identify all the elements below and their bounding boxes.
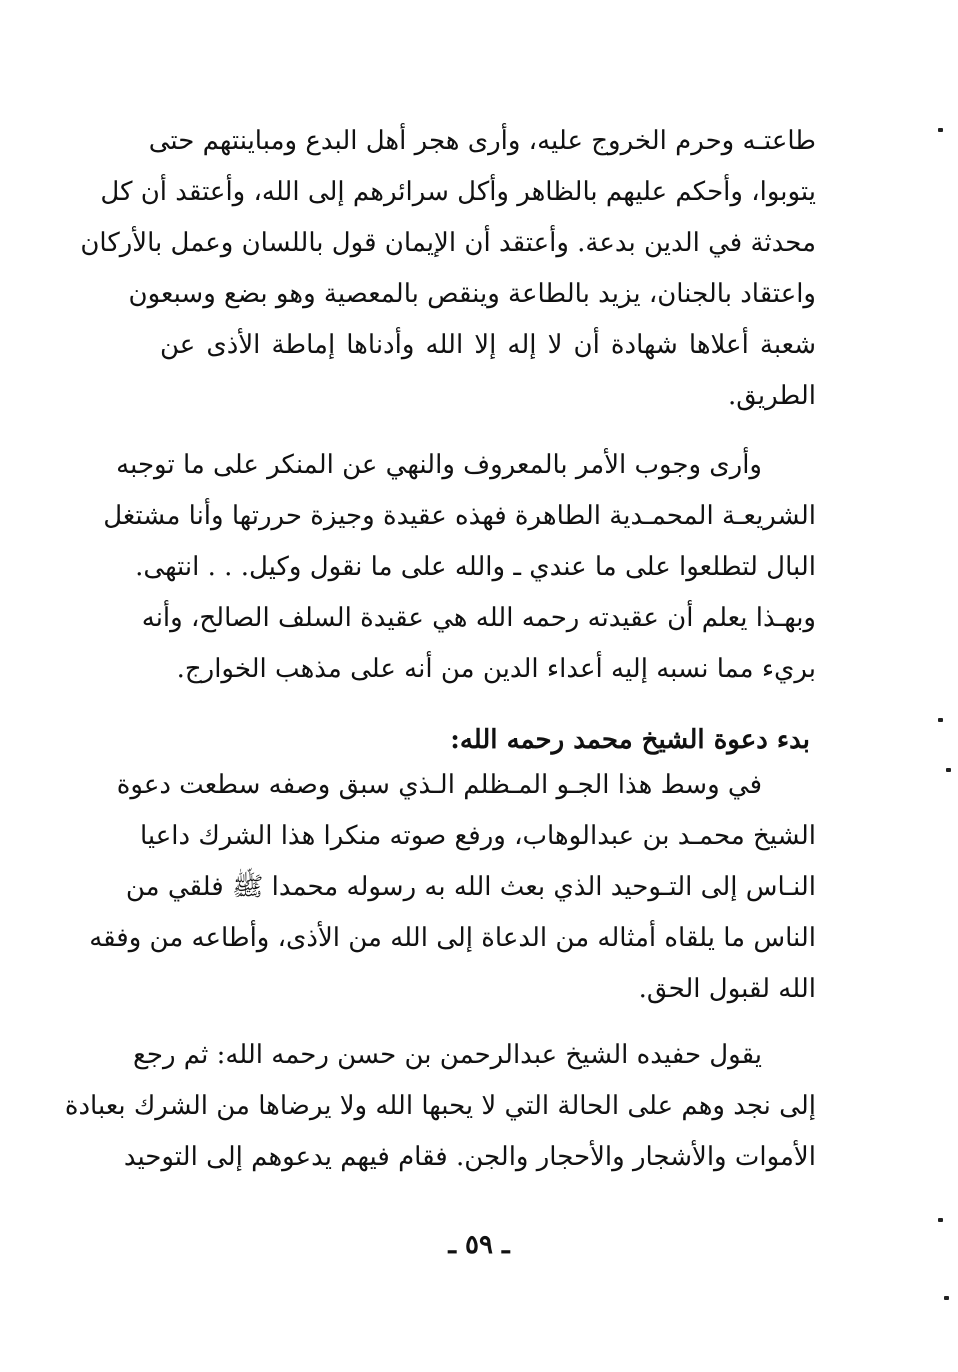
text-line: إلى نجد وهم على الحالة التي لا يحبها الله ولا يرضاها من الشرك بعبادة — [64, 1091, 816, 1121]
text-line: طاعتـه وحرم الخروج عليه، وأرى هجر أهل البدع ومباينتهم حتى — [148, 126, 816, 156]
text-line: الله لقبول الحق. — [638, 974, 816, 1004]
scan-speck — [938, 718, 943, 722]
section-heading: بدء دعوة الشيخ محمد رحمه الله: — [450, 725, 810, 755]
scan-speck — [938, 128, 943, 132]
text-line: الأموات والأشجار والأحجار والجن. فقام فيهم يدعوهم إلى التوحيد — [123, 1142, 816, 1172]
scan-speck — [938, 1218, 943, 1222]
text-line: الناس ما يلقاه أمثاله من الدعاة إلى الله من الأذى، وأطاعه من وفقه — [89, 923, 816, 953]
text-line: في وسط هذا الجـو المـظلم الـذي سبق وصفه سطعت دعوة — [116, 770, 762, 800]
text-line: الطريق. — [727, 381, 816, 411]
text-line: يقول حفيده الشيخ عبدالرحمن بن حسن رحمه الله: ثم رجع — [133, 1040, 762, 1070]
paragraph-call-beginning — [89, 760, 816, 1015]
page-number: ـ ٥٩ ـ — [448, 1230, 510, 1260]
text-line: محدثة في الدين بدعة. وأعتقد أن الإيمان قول باللسان وعمل بالأركان — [80, 228, 816, 258]
text-line: بريء مما نسبه إليه أعداء الدين من أنه على مذهب الخوارج. — [176, 654, 816, 684]
text-line: وأرى وجوب الأمر بالمعروف والنهي عن المنكر على ما توجبه — [116, 450, 762, 480]
paragraph-grandson-quote — [64, 1030, 816, 1183]
scan-speck — [946, 768, 951, 772]
text-line: النـاس إلى التـوحيد الذي بعث الله به رسوله محمدا ﷺ فلقي من — [125, 872, 816, 902]
text-line: واعتقاد بالجنان، يزيد بالطاعة وينقص بالمعصية وهو بضع وسبعون — [128, 279, 816, 309]
text-line: وبهـذا يعلم أن عقيدته رحمه الله هي عقيدة السلف الصالح، وأنه — [141, 603, 816, 633]
text-line: الشريعـة المحمـدية الطاهرة فهذه عقيدة وجيزة حررتها وأنا مشتغل — [103, 501, 816, 531]
text-line: البال لتطلعوا على ما عندي ـ والله على ما نقول وكيل. . . انتهى. — [135, 552, 816, 582]
text-line: الشيخ محمـد بن عبدالوهاب، ورفع صوته منكرا هذا الشرك داعيا — [139, 821, 816, 851]
scan-speck — [944, 1296, 949, 1300]
paragraph-creed-obedience — [80, 116, 816, 422]
text-line: شعبة أعلاها شهادة أن لا إله إلا الله وأدناها إماطة الأذى عن — [160, 330, 816, 360]
text-line: يتوبوا، وأحكم عليهم بالظاهر وأكل سرائرهم إلى الله، وأعتقد أن كل — [100, 177, 816, 207]
paragraph-enjoining-good — [103, 440, 816, 695]
